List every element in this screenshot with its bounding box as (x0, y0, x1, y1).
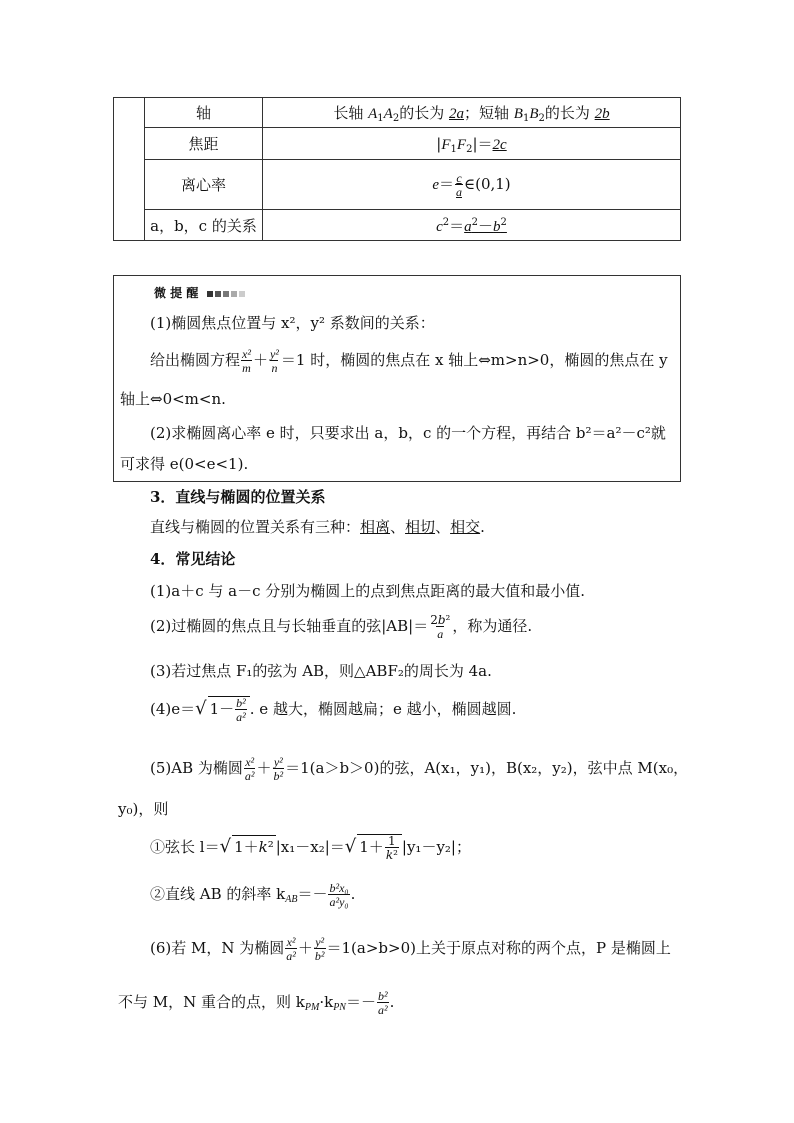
conclusion-6: (6)若 M，N 为椭圆 $\frac{\text{x²}}{\text{a²}}$ ＋ $\frac{\text{y²}}{\text{b²}}$ ＝1(a>b>0)上关于原点对称的两个点，P 是椭圆上 (150, 935, 671, 963)
row-label-axis: 轴 (145, 98, 263, 128)
conclusion-4: (4)e＝√ 1－ $\frac{\text{b²}}{\text{a²}}$ . e 越大，椭圆越扁；e 越小，椭圆越圆. (150, 696, 517, 724)
conclusion-5-slope: ②直线 AB 的斜率 $k_{AB}=-$ $\frac{\text{b²x₀}}{\text{a²y₀}}$ . (150, 881, 356, 909)
conclusion-5: (5)AB 为椭圆 $\frac{\text{x²}}{\text{a²}}$ ＋ $\frac{\text{y²}}{\text{b²}}$ ＝1(a＞b＞0)的弦，A(x₁，y₁)，B(x₂，y₂)，弦中点 M(x₀， (150, 755, 689, 783)
tip-p2: 给出椭圆方程 $\frac{\text{x²}}{m}$ ＋ $\frac{\text{y²}}{n}$ ＝1 时，椭圆的焦点在 x 轴上⇔m>n>0，椭圆的焦点在 y (150, 347, 668, 375)
tip-box (113, 275, 681, 482)
section4-heading: 4．常见结论 (150, 550, 236, 568)
row-value-relation: $c^2=a^2-b^2$ (263, 210, 681, 241)
conclusion-5-chord-length: ①弦长 l＝√ 1＋k² |x₁－x₂|＝√ 1＋ $\frac{1}{\text{k²}}$ |y₁－y₂|； (150, 834, 471, 862)
tip-heading: 微 提 醒 (154, 284, 247, 301)
tip-p2c: 轴上⇔0<m<n. (120, 390, 226, 408)
tip-p3a: (2)求椭圆离心率 e 时，只要求出 a，b，c 的一个方程，再结合 b²＝a²－c²就 (150, 424, 666, 442)
conclusion-6-cont: 不与 M，N 重合的点，则 $k_{PM}\cdot k_{PN}=-$ $\frac{\text{b²}}{\text{a²}}$ . (118, 989, 395, 1017)
ellipse-properties-table (113, 97, 681, 241)
row-value-eccentricity: e＝ $\frac{c}{a}$ ∈(0,1) (263, 160, 681, 210)
row-label-eccentricity: 离心率 (145, 160, 263, 210)
conclusion-5-cont: y₀)，则 (118, 800, 169, 818)
conclusion-3: (3)若过焦点 F₁的弦为 AB，则△ABF₂的周长为 4a. (150, 662, 492, 680)
tip-p1: (1)椭圆焦点位置与 x²，y² 系数间的关系： (150, 314, 435, 332)
table-left-cell (114, 98, 145, 241)
row-value-focal: $|F_1F_2|=2c$ (263, 128, 681, 160)
row-value-axis: 长轴 $A_1A_2$的长为 2a；短轴 $B_1B_2$的长为 2b (263, 98, 681, 128)
row-label-relation: a，b，c 的关系 (145, 210, 263, 241)
section3-text: 直线与椭圆的位置关系有三种：相离、相切、相交. (150, 518, 485, 536)
row-label-focal: 焦距 (145, 128, 263, 160)
tip-p3b: 可求得 e(0<e<1). (120, 455, 249, 473)
conclusion-1: (1)a＋c 与 a－c 分别为椭圆上的点到焦点距离的最大值和最小值. (150, 582, 586, 600)
tip-dots-icon (207, 286, 247, 300)
conclusion-2: (2)过椭圆的焦点且与长轴垂直的弦|AB|＝ $\frac{\text{2b²}}{a}$ ，称为通径. (150, 613, 533, 641)
section3-heading: 3．直线与椭圆的位置关系 (150, 488, 326, 506)
